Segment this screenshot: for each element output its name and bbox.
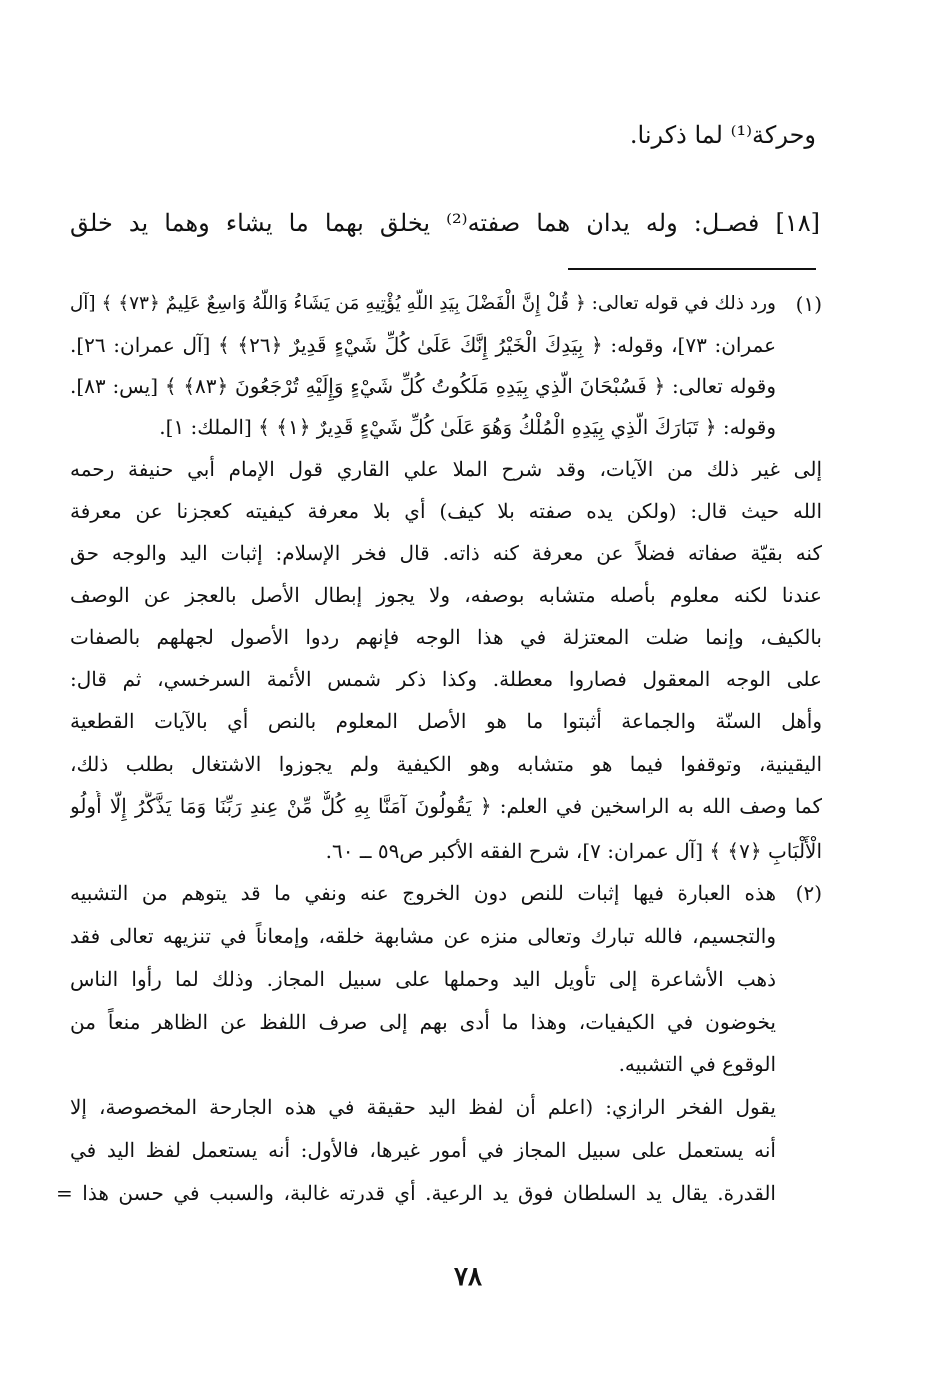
footnote-2-marker: (٢) bbox=[795, 881, 822, 905]
footnote-1-line-1: ورد ذلك في قوله تعالى: ﴿ قُلْ إِنَّ الْفَضْلَ بِيَدِ اللَّهِ يُؤْتِيهِ مَن يَشَاءُ وَاللَّهُ وَاسِعٌ عَلِيمٌ ﴿٧٣﴾ ﴾ [آل bbox=[70, 293, 776, 314]
footnote-1-line-13: كما وصف الله به الراسخين في العلم: ﴿ يَقُولُونَ آمَنَّا بِهِ كُلٌّ مِّنْ عِندِ رَبِّنَا وَمَا يَذَّكَّرُ إِلَّا أُولُو bbox=[70, 794, 822, 818]
footnote-1-line-10: على الوجه المعقول فصاروا معطلة. وكذا ذكر شمس الأئمة السرخسي، ثم قال: bbox=[70, 667, 822, 691]
footnote-1-line-4: وقوله: ﴿ تَبَارَكَ الَّذِي بِيَدِهِ الْمُلْكُ وَهُوَ عَلَىٰ كُلِّ شَيْءٍ قَدِيرٌ ﴿١﴾ ﴾ [الملك: ١]. bbox=[159, 415, 776, 439]
footnote-1-line-3: وقوله تعالى: ﴿ فَسُبْحَانَ الَّذِي بِيَدِهِ مَلَكُوتُ كُلِّ شَيْءٍ وَإِلَيْهِ تُرْجَعُونَ ﴿٨٣﴾ ﴾ [يس: ٨٣]. bbox=[70, 374, 776, 398]
footnote-1-marker: (١) bbox=[795, 292, 822, 316]
footnote-1-line-5: إلى غير ذلك من الآيات، وقد شرح الملا علي القاري قول الإمام أبي حنيفة رحمه bbox=[70, 457, 822, 481]
footnote-1-line-12: اليقينية، وتوقفوا فيما هو متشابه وهو الكيفية ولم يجوزوا الاشتغال بطلب ذلك، bbox=[70, 752, 822, 776]
footnote-2-line-6: يقول الفخر الرازي: (اعلم أن لفظ اليد حقيقة في هذه الجارحة المخصوصة، إلا bbox=[70, 1095, 776, 1119]
footnote-1-line-9: بالكيف، وإنما ضلت المعتزلة في هذا الوجه فإنهم ردوا الأصول لجهلهم بالصفات bbox=[70, 625, 822, 649]
main-text-line-1: وحركة⁽¹⁾ لما ذكرنا. bbox=[629, 121, 816, 149]
section-heading-line: [١٨] فصـل: وله يدان هما صفته⁽²⁾ يخلق بهما ما يشاء وهما يد خلق bbox=[70, 209, 820, 237]
footnote-1-line-6: الله حيث قال: (ولكن يده صفته بلا كيف) أي بلا معرفة كيفيته كعجزنا عن معرفة bbox=[70, 499, 822, 523]
footnote-1-line-8: عندنا لكنه معلوم بأصله متشابه بوصفه، ولا يجوز إبطال الأصل بالعجز عن الوصف bbox=[70, 583, 822, 607]
footnote-separator bbox=[568, 268, 816, 270]
footnote-1-line-14: الْأَلْبَابِ ﴿٧﴾ ﴾ [آل عمران: ٧]، شرح الفقه الأكبر ص٥٩ ــ ٦٠. bbox=[325, 839, 822, 863]
footnote-2-line-7: أنه يستعمل على سبيل المجاز في أمور غيرها، فالأول: أنه يستعمل لفظ اليد في bbox=[70, 1138, 776, 1162]
footnote-2-line-2: والتجسيم، فالله تبارك وتعالى منزه عن مشابهة خلقه، وإمعاناً في تنزيهه تعالى فقد bbox=[70, 924, 776, 948]
footnote-2-line-1: هذه العبارة فيها إثبات للنص دون الخروج عنه ونفي ما قد يتوهم من التشبيه bbox=[70, 881, 776, 905]
footnote-1-line-11: وأهل السنّة والجماعة أثبتوا ما هو الأصل المعلوم بالنص أي بالآيات القطعية bbox=[70, 709, 822, 733]
footnote-1-line-2: عمران: ٧٣]، وقوله: ﴿ بِيَدِكَ الْخَيْرُ إِنَّكَ عَلَىٰ كُلِّ شَيْءٍ قَدِيرٌ ﴿٢٦﴾ ﴾ [آل عمران: ٢٦]. bbox=[70, 333, 776, 357]
footnote-1-line-7: كنه بقيّة صفاته فضلاً عن معرفة كنه ذاته. قال فخر الإسلام: إثبات اليد والوجه حق bbox=[70, 541, 822, 565]
footnote-2-line-4: يخوضون في الكيفيات، وهذا ما أدى بهم إلى صرف اللفظ عن الظاهر منعاً من bbox=[70, 1010, 776, 1034]
page-number: ٧٨ bbox=[454, 1262, 482, 1292]
footnote-2-line-8: القدرة. يقال يد السلطان فوق يد الرعية. أي قدرته غالبة، والسبب في حسن هذا = bbox=[56, 1181, 776, 1205]
footnote-2-line-3: ذهب الأشاعرة إلى تأويل اليد وحملها على سبيل المجاز. وذلك لما رأوا الناس bbox=[70, 967, 776, 991]
footnote-2-line-5: الوقوع في التشبيه. bbox=[618, 1052, 776, 1076]
